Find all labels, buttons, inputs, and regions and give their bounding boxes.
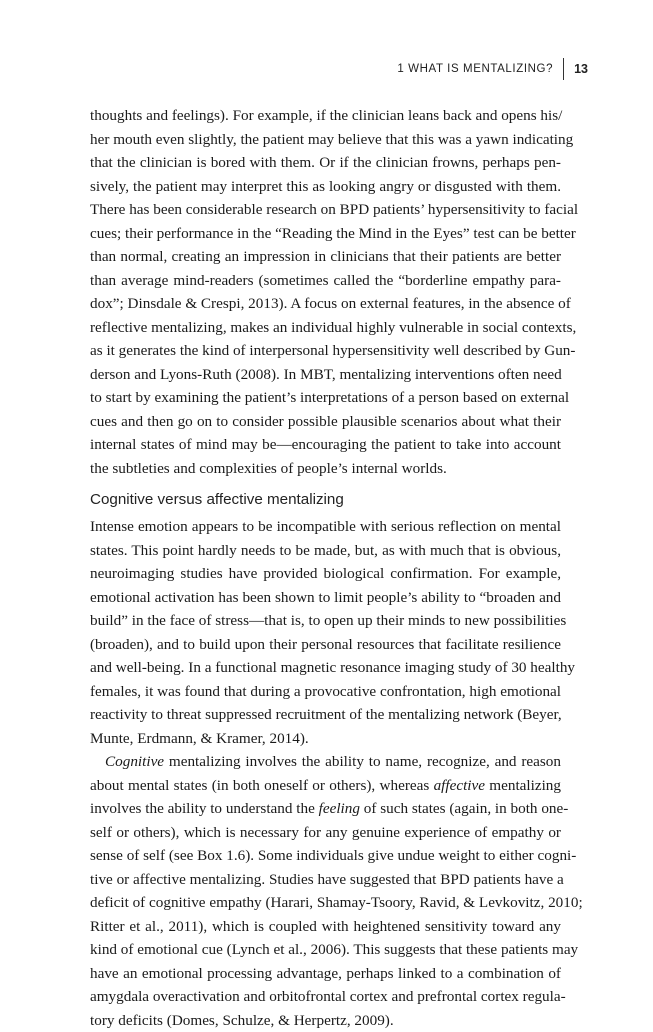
text-line: tive or affective mentalizing. Studies have suggested that BPD patients have a <box>90 868 561 892</box>
text-line: have an emotional processing advantage, perhaps linked to a combination of <box>90 962 561 986</box>
text-line: reactivity to threat suppressed recruitment of the mentalizing network (Beyer, <box>90 703 561 727</box>
text-line <box>90 774 561 798</box>
text-line: as it generates the kind of interpersonal hypersensitivity well described by Gun- <box>90 339 561 363</box>
text-run: mentalizing <box>485 777 561 794</box>
text-line: Ritter et al., 2011), which is coupled with heightened sensitivity toward any <box>90 915 561 939</box>
text-line: Munte, Erdmann, & Kramer, 2014). <box>90 727 561 751</box>
text-line: and well-being. In a functional magnetic resonance imaging study of 30 healthy <box>90 656 561 680</box>
running-head <box>397 58 588 80</box>
text-line: deficit of cognitive empathy (Harari, Shamay-Tsoory, Ravid, & Levkovitz, 2010; <box>90 891 561 915</box>
text-line: derson and Lyons-Ruth (2008). In MBT, mentalizing interventions often need <box>90 363 561 387</box>
text-line: than normal, creating an impression in clinicians that their patients are better <box>90 245 561 269</box>
text-line: tory deficits (Domes, Schulze, & Herpertz, 2009). <box>90 1009 561 1032</box>
text-line: amygdala overactivation and orbitofrontal cortex and prefrontal cortex regula- <box>90 985 561 1009</box>
text-line: internal states of mind may be—encouraging the patient to take into account <box>90 433 561 457</box>
text-line: that the clinician is bored with them. Or if the clinician frowns, perhaps pen- <box>90 151 561 175</box>
text-line: self or others), which is necessary for any genuine experience of empathy or <box>90 821 561 845</box>
text-line: cues and then go on to consider possible plausible scenarios about what their <box>90 410 561 434</box>
italic-term: feeling <box>319 800 360 817</box>
page-number: 13 <box>574 62 588 76</box>
chapter-title: 1 WHAT IS MENTALIZING? <box>397 63 553 75</box>
text-line: emotional activation has been shown to limit people’s ability to “broaden and <box>90 586 561 610</box>
section-heading: Cognitive versus affective mentalizing <box>90 489 561 511</box>
text-line: neuroimaging studies have provided biological confirmation. For example, <box>90 562 561 586</box>
text-line: females, it was found that during a provocative confrontation, high emotional <box>90 680 561 704</box>
text-line: build” in the face of stress—that is, to open up their minds to new possibilities <box>90 609 561 633</box>
text-line: sense of self (see Box 1.6). Some individuals give undue weight to either cogni- <box>90 844 561 868</box>
text-line: to start by examining the patient’s interpretations of a person based on external <box>90 386 561 410</box>
italic-term: affective <box>434 777 485 794</box>
text-line: (broaden), and to build upon their personal resources that facilitate resilience <box>90 633 561 657</box>
text-line: dox”; Dinsdale & Crespi, 2013). A focus on external features, in the absence of <box>90 292 561 316</box>
text-line: states. This point hardly needs to be made, but, as with much that is obvious, <box>90 539 561 563</box>
text-line: than average mind-readers (sometimes called the “borderline empathy para- <box>90 269 561 293</box>
text-line: sively, the patient may interpret this as looking angry or disgusted with them. <box>90 175 561 199</box>
text-line <box>90 750 561 774</box>
header-divider <box>563 58 564 80</box>
paragraph <box>90 515 561 750</box>
text-run: of such states (again, in both one- <box>360 800 568 817</box>
text-line: There has been considerable research on BPD patients’ hypersensitivity to facial <box>90 198 561 222</box>
text-line: thoughts and feelings). For example, if the clinician leans back and opens his/ <box>90 104 561 128</box>
text-line <box>90 797 561 821</box>
text-line: reflective mentalizing, makes an individual highly vulnerable in social contexts, <box>90 316 561 340</box>
body-text <box>90 104 561 1032</box>
text-line: her mouth even slightly, the patient may believe that this was a yawn indicating <box>90 128 561 152</box>
text-run: mentalizing involves the ability to name, recognize, and reason <box>164 753 561 770</box>
text-line: Intense emotion appears to be incompatible with serious reflection on mental <box>90 515 561 539</box>
paragraph <box>90 750 561 1032</box>
text-run: involves the ability to understand the <box>90 800 319 817</box>
text-line: the subtleties and complexities of people’s internal worlds. <box>90 457 561 481</box>
italic-term: Cognitive <box>105 753 164 770</box>
paragraph-continued <box>90 104 561 480</box>
text-run: about mental states (in both oneself or others), whereas <box>90 777 434 794</box>
text-line: kind of emotional cue (Lynch et al., 2006). This suggests that these patients may <box>90 938 561 962</box>
text-line: cues; their performance in the “Reading the Mind in the Eyes” test can be better <box>90 222 561 246</box>
